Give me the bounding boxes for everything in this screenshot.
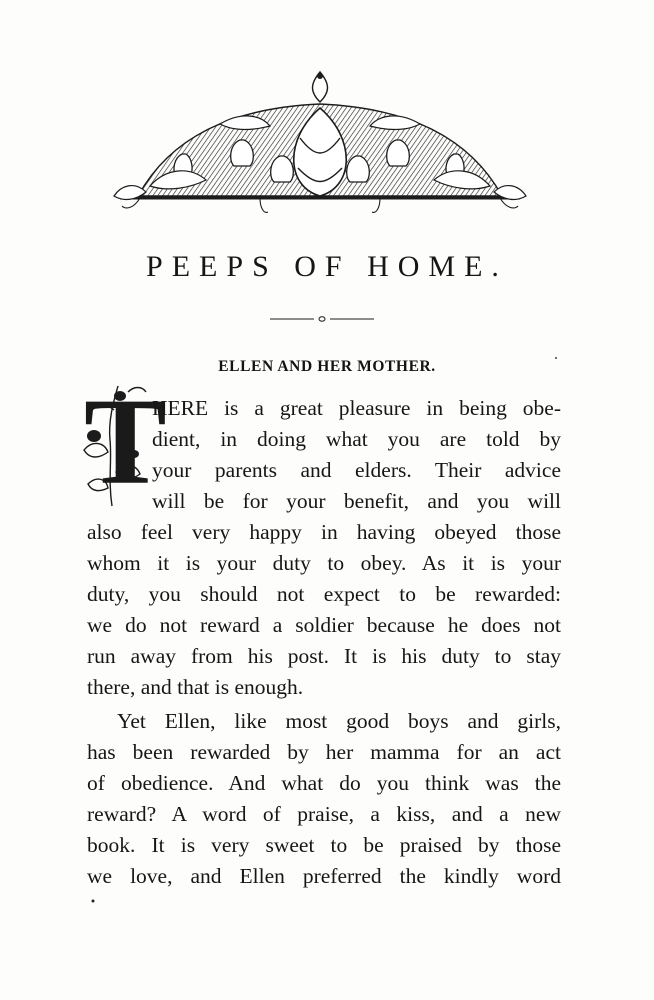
drop-cap-letter: T xyxy=(84,373,167,510)
text-line: HERE is a great pleasure in being obe- xyxy=(152,396,561,420)
text-line: we do not reward a soldier because he does not xyxy=(87,613,561,637)
page-title: PEEPS OF HOME. xyxy=(146,250,508,283)
text-line: of obedience. And what do you think was the xyxy=(87,771,561,795)
text-line: whom it is your duty to obey. As it is your xyxy=(87,551,561,575)
ink-speck-icon xyxy=(90,898,96,904)
text-line: reward? A word of praise, a kiss, and a new xyxy=(87,802,561,826)
text-line: run away from his post. It is his duty to stay xyxy=(87,644,561,668)
text-line: we love, and Ellen preferred the kindly word xyxy=(87,864,561,888)
text-line: also feel very happy in having obeyed those xyxy=(87,520,561,544)
text-line: will be for your benefit, and you will xyxy=(152,489,561,513)
text-line: there, and that is enough. xyxy=(87,675,304,699)
text-line: book. It is very sweet to be praised by those xyxy=(87,833,561,857)
floral-headpiece-ornament-icon xyxy=(110,68,530,220)
chapter-heading: ELLEN AND HER MOTHER. xyxy=(218,358,436,375)
text-line: has been rewarded by her mamma for an act xyxy=(87,740,561,764)
text-line: dient, in doing what you are told by xyxy=(152,427,561,451)
text-line: duty, you should not expect to be rewarded: xyxy=(87,582,561,606)
text-line: your parents and elders. Their advice xyxy=(152,458,561,482)
ink-speck-icon xyxy=(553,355,559,361)
drop-cap xyxy=(78,373,167,510)
text-line: Yet Ellen, like most good boys and girls, xyxy=(117,709,561,733)
ornamental-rule-icon xyxy=(270,314,374,324)
